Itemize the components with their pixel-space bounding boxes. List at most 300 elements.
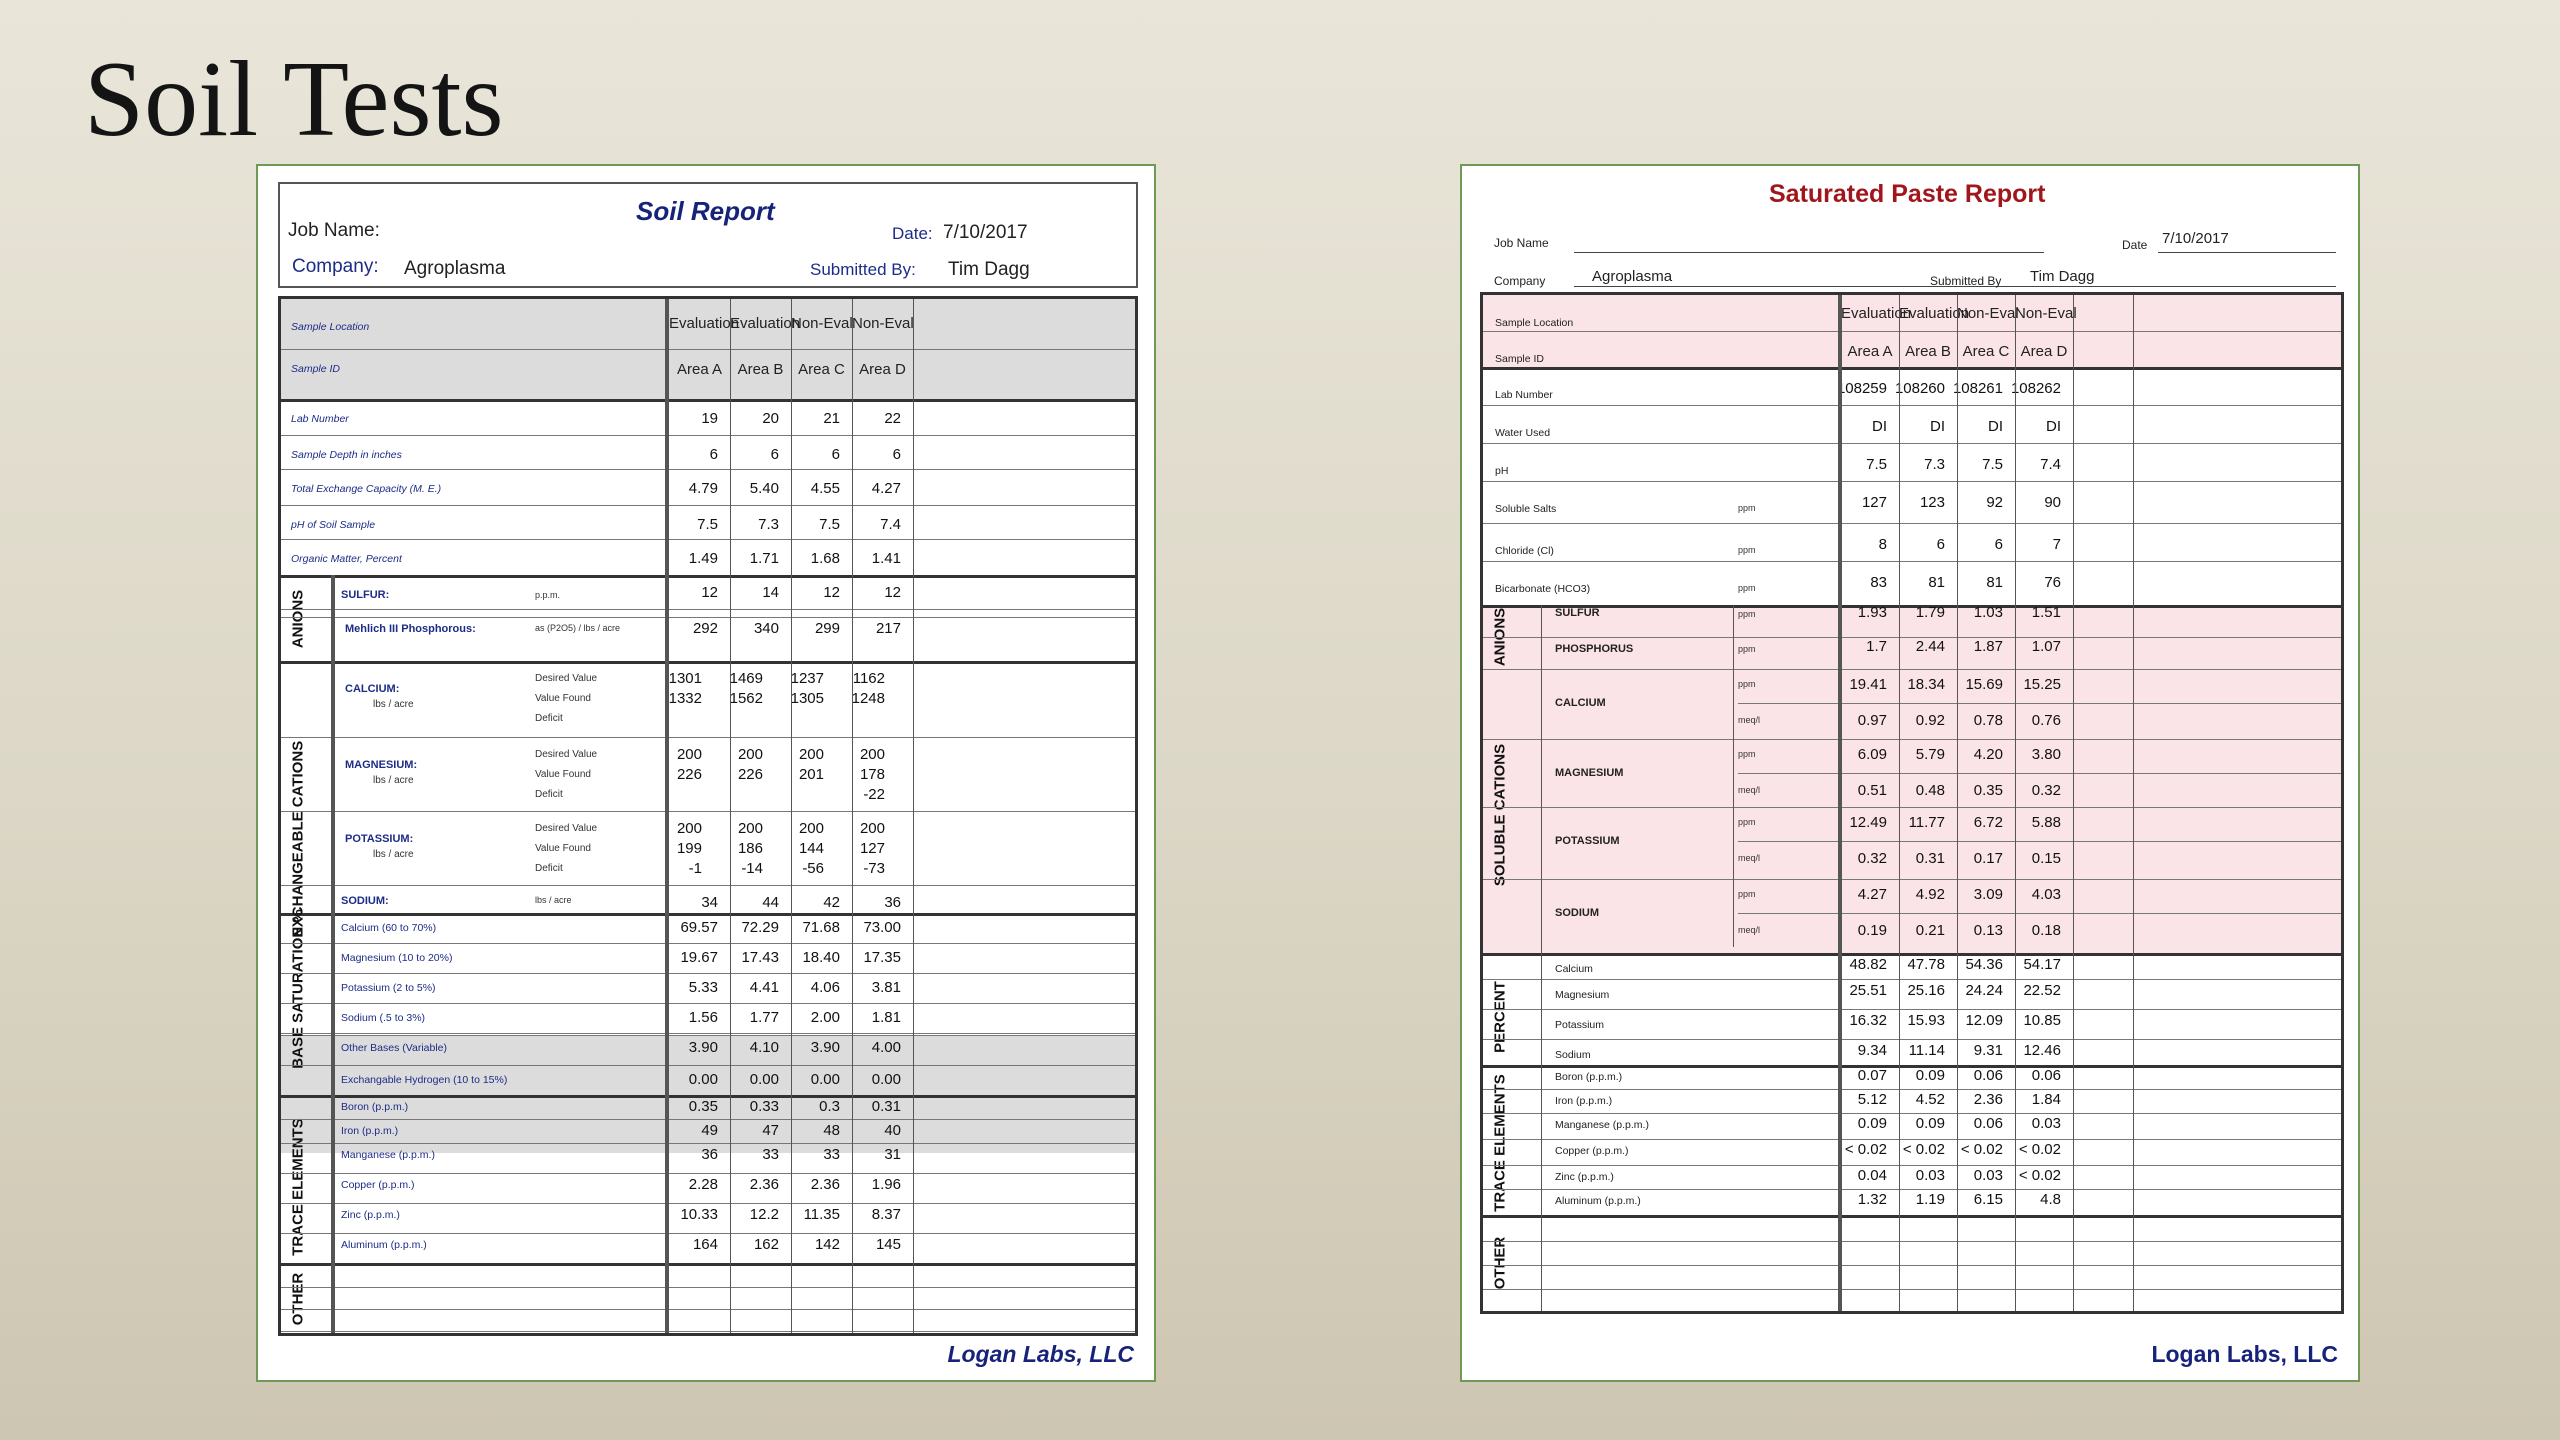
trace-element-label: Manganese (p.p.m.): [341, 1149, 435, 1161]
value-column-divider: [1957, 295, 1958, 1311]
value-cell: 69.57: [680, 919, 718, 936]
label-column-divider: [1838, 295, 1842, 1311]
value-cell: 4.06: [810, 979, 840, 996]
value-cell: 47: [762, 1122, 779, 1139]
cation-value: 3.09: [1973, 886, 2003, 903]
value-column-divider: [2133, 295, 2134, 1311]
anions-group-label: ANIONS: [289, 589, 307, 649]
value-cell: 0.07: [1857, 1067, 1887, 1084]
value-cell: 1.51: [2031, 604, 2061, 621]
value-cell: 6: [892, 446, 901, 463]
sodium-unit: lbs / acre: [535, 895, 572, 905]
value-cell: 0.04: [1857, 1167, 1887, 1184]
anion-unit: ppm: [1738, 609, 1756, 619]
unit-column-divider: [1733, 605, 1734, 947]
value-cell: 8.37: [871, 1206, 901, 1223]
cation-sublabel: Deficit: [535, 863, 563, 874]
cation-value: 15.25: [2023, 676, 2061, 693]
paste-submitted-by-label: Submitted By: [1930, 274, 2002, 288]
cation-value: 226: [676, 766, 702, 783]
cation-value: 0.21: [1915, 922, 1945, 939]
column-id-header: Area B: [1905, 343, 1951, 360]
general-row-label: Sample Depth in inches: [291, 449, 402, 461]
paste-date-line: [2158, 252, 2336, 253]
column-id-header: Area C: [1962, 343, 2010, 360]
cation-label: CALCIUM: [1555, 697, 1606, 709]
value-cell: 2.36: [810, 1176, 840, 1193]
value-cell: 2.44: [1915, 638, 1945, 655]
value-cell: 31: [884, 1146, 901, 1163]
cation-subrow-line: [1738, 841, 2341, 842]
column-location-header: Non-Eval: [852, 315, 914, 332]
base-saturation-label: Sodium (.5 to 3%): [341, 1012, 426, 1024]
value-cell: < 0.02: [1844, 1141, 1887, 1158]
base-saturation-label: Exchangable Hydrogen (10 to 15%): [341, 1074, 508, 1086]
percent-label: Potassium: [1555, 1019, 1605, 1031]
table-row-line: [1483, 879, 2341, 880]
base-saturation-group-label: BASE SATURATION %: [289, 909, 307, 1069]
cation-value: 201: [798, 766, 824, 783]
general-row-label: Soluble Salts: [1495, 503, 1557, 515]
cation-value: 186: [737, 840, 763, 857]
cation-value: 0.32: [1857, 850, 1887, 867]
value-cell: 0.03: [2031, 1115, 2061, 1132]
value-cell: 0.00: [688, 1071, 718, 1088]
cation-sublabel: Value Found: [535, 769, 591, 780]
cation-value: -22: [863, 786, 885, 803]
value-cell: 25.16: [1907, 982, 1945, 999]
general-row-label: Total Exchange Capacity (M. E.): [291, 483, 442, 495]
value-column-divider: [2015, 295, 2016, 1311]
value-cell: 11.35: [803, 1206, 840, 1223]
cation-value: 0.48: [1915, 782, 1945, 799]
value-cell: 34: [701, 894, 718, 911]
table-row-line: [281, 1331, 1135, 1332]
value-cell: 1.41: [871, 550, 901, 567]
cation-value: 1305: [790, 690, 824, 707]
cation-label: MAGNESIUM:: [345, 759, 418, 771]
cation-sublabel: Deficit: [535, 789, 563, 800]
column-id-header: Area A: [1847, 343, 1893, 360]
group-column-divider: [1541, 605, 1542, 1311]
cation-value: -56: [802, 860, 824, 877]
value-cell: 49: [701, 1122, 718, 1139]
column-id-header: Area D: [2020, 343, 2068, 360]
value-cell: 22.52: [2023, 982, 2061, 999]
sample-location-label: Sample Location: [1495, 317, 1574, 329]
table-row-line: [281, 737, 1135, 738]
soil-report-footer: Logan Labs, LLC: [947, 1341, 1134, 1367]
anion-unit: as (P2O5) / lbs / acre: [535, 623, 621, 633]
cation-value: 0.15: [2031, 850, 2061, 867]
value-cell: 4.00: [871, 1039, 901, 1056]
trace-element-label: Iron (p.p.m.): [1555, 1095, 1613, 1107]
anion-label: SULFUR: [1555, 607, 1600, 619]
table-row-line: [1483, 807, 2341, 808]
anion-label: PHOSPHORUS: [1555, 643, 1634, 655]
cation-value: 4.27: [1857, 886, 1887, 903]
table-row-line: [1483, 1215, 2341, 1218]
table-row-line: [281, 1173, 1135, 1174]
column-id-header: Area D: [859, 361, 906, 378]
table-row-line: [1483, 637, 2341, 638]
value-cell: 0.09: [1915, 1115, 1945, 1132]
label-column-divider: [665, 299, 669, 1333]
value-cell: 6: [831, 446, 840, 463]
general-row-label: pH: [1495, 465, 1509, 477]
cation-value: 200: [859, 746, 885, 763]
value-column-divider: [913, 299, 914, 1333]
cation-value: 200: [798, 746, 824, 763]
cation-value: 3.80: [2031, 746, 2061, 763]
value-cell: 0.3: [819, 1098, 840, 1115]
cation-value: 1301: [668, 670, 702, 687]
value-cell: 12: [823, 584, 840, 601]
value-cell: 7.5: [1982, 456, 2003, 473]
general-row-label: pH of Soil Sample: [291, 519, 376, 531]
cation-value: 0.13: [1973, 922, 2003, 939]
cation-subrow-line: [1738, 703, 2341, 704]
cation-value: 4.20: [1973, 746, 2003, 763]
value-cell: DI: [2046, 418, 2061, 435]
value-cell: 108262: [2010, 380, 2061, 397]
cations-group-label: EXCHANGEABLE CATIONS: [289, 740, 307, 938]
column-id-header: Area A: [676, 361, 723, 378]
anions-group-label: ANIONS: [1491, 607, 1509, 667]
table-row-line: [281, 1143, 1135, 1144]
value-cell: 4.10: [749, 1039, 779, 1056]
value-cell: 17.43: [741, 949, 779, 966]
cation-sublabel: Value Found: [535, 843, 591, 854]
cation-value: 15.69: [1965, 676, 2003, 693]
value-cell: 19.67: [680, 949, 718, 966]
trace-elements-group-label: TRACE ELEMENTS: [1491, 1074, 1509, 1212]
company-value: Agroplasma: [404, 258, 506, 279]
value-cell: 7.3: [1924, 456, 1945, 473]
group-column-divider: [331, 575, 335, 1333]
cation-value: 0.92: [1915, 712, 1945, 729]
value-cell: 4.41: [749, 979, 779, 996]
value-cell: 1.03: [1973, 604, 2003, 621]
value-cell: 1.71: [749, 550, 779, 567]
trace-element-label: Aluminum (p.p.m.): [341, 1239, 427, 1251]
value-cell: 12.09: [1965, 1012, 2003, 1029]
cation-value: 0.32: [2031, 782, 2061, 799]
value-cell: 48: [823, 1122, 840, 1139]
cation-value: 0.76: [2031, 712, 2061, 729]
table-row-line: [1483, 1165, 2341, 1166]
value-cell: 42: [823, 894, 840, 911]
value-cell: DI: [1988, 418, 2003, 435]
cation-unit: meq/l: [1738, 925, 1761, 935]
value-cell: 48.82: [1849, 956, 1887, 973]
cation-unit: meq/l: [1738, 785, 1761, 795]
table-row-line: [281, 469, 1135, 470]
value-cell: 7.5: [697, 516, 718, 533]
cation-value: 12.49: [1849, 814, 1887, 831]
value-column-divider: [2073, 295, 2074, 1311]
cation-value: 200: [676, 820, 702, 837]
paste-submitted-by-value: Tim Dagg: [2030, 268, 2095, 285]
value-cell: 108260: [1894, 380, 1945, 397]
value-cell: 22: [884, 410, 901, 427]
paste-date-value: 7/10/2017: [2162, 230, 2229, 247]
value-cell: 217: [875, 620, 901, 637]
paste-report-footer: Logan Labs, LLC: [2151, 1341, 2338, 1367]
paste-date-label: Date: [2122, 238, 2148, 252]
value-cell: 20: [762, 410, 779, 427]
table-row-line: [281, 539, 1135, 540]
general-row-label: Lab Number: [1495, 389, 1553, 401]
cation-value: 226: [737, 766, 763, 783]
table-row-line: [1483, 1089, 2341, 1090]
trace-element-label: Boron (p.p.m.): [1555, 1071, 1623, 1083]
table-row-line: [281, 399, 1135, 402]
anion-unit: ppm: [1738, 644, 1756, 654]
value-cell: 7.4: [880, 516, 901, 533]
cation-value: 0.19: [1857, 922, 1887, 939]
general-row-label: Bicarbonate (HCO3): [1495, 583, 1591, 595]
table-row-line: [1483, 367, 2341, 370]
cation-unit: meq/l: [1738, 715, 1761, 725]
cation-value: 11.77: [1908, 814, 1945, 831]
cation-value: 1162: [852, 670, 885, 687]
value-cell: 2.28: [688, 1176, 718, 1193]
value-cell: 6: [1936, 536, 1945, 553]
value-column-divider: [791, 299, 792, 1333]
table-row-line: [281, 1119, 1135, 1120]
value-cell: 4.27: [871, 480, 901, 497]
table-row-line: [1483, 443, 2341, 444]
table-row-line: [281, 1203, 1135, 1204]
cation-value: -73: [863, 860, 885, 877]
table-row-line: [281, 1065, 1135, 1066]
value-cell: 3.81: [871, 979, 901, 996]
cation-unit: meq/l: [1738, 853, 1761, 863]
column-location-header: Non-Eval: [791, 315, 853, 332]
trace-element-label: Manganese (p.p.m.): [1555, 1119, 1649, 1131]
value-cell: 1.07: [2031, 638, 2061, 655]
table-row-line: [281, 1233, 1135, 1234]
cation-label: POTASSIUM:: [345, 833, 414, 845]
value-cell: 44: [762, 894, 779, 911]
cation-value: 0.31: [1915, 850, 1945, 867]
value-cell: 162: [753, 1236, 779, 1253]
column-location-header: Evaluation: [669, 315, 740, 332]
value-cell: 127: [1861, 494, 1887, 511]
trace-element-label: Boron (p.p.m.): [341, 1101, 409, 1113]
value-cell: 6: [1994, 536, 2003, 553]
table-row-line: [281, 885, 1135, 886]
value-cell: 292: [692, 620, 718, 637]
table-row-line: [1483, 739, 2341, 740]
value-cell: 10.33: [680, 1206, 718, 1223]
value-cell: 1.19: [1915, 1191, 1945, 1208]
company-label: Company:: [292, 256, 379, 277]
paste-job-name-line: [1574, 252, 2044, 253]
value-cell: 5.12: [1857, 1091, 1887, 1108]
value-cell: 71.68: [802, 919, 840, 936]
value-cell: 145: [875, 1236, 901, 1253]
value-cell: 11.14: [1908, 1042, 1945, 1059]
value-cell: DI: [1930, 418, 1945, 435]
value-cell: 1.68: [810, 550, 840, 567]
anion-label: SULFUR:: [341, 589, 390, 601]
trace-element-label: Zinc (p.p.m.): [1555, 1171, 1614, 1183]
value-cell: 0.09: [1915, 1067, 1945, 1084]
cation-value: 199: [676, 840, 702, 857]
value-cell: 0.06: [1973, 1115, 2003, 1132]
value-cell: 4.55: [810, 480, 840, 497]
date-label: Date:: [892, 224, 933, 243]
value-cell: 73.00: [863, 919, 901, 936]
value-cell: 24.24: [1965, 982, 2003, 999]
cation-value: -14: [741, 860, 763, 877]
value-cell: 7.3: [758, 516, 779, 533]
value-column-divider: [1899, 295, 1900, 1311]
sample-id-label: Sample ID: [291, 363, 341, 375]
saturated-paste-table: [1480, 292, 2344, 1314]
table-row-line: [281, 1287, 1135, 1288]
trace-element-label: Aluminum (p.p.m.): [1555, 1195, 1641, 1207]
column-location-header: Non-Eval: [2015, 305, 2077, 322]
table-row-line: [281, 1003, 1135, 1004]
value-cell: 0.33: [749, 1098, 779, 1115]
table-row-line: [281, 1263, 1135, 1266]
value-cell: 33: [823, 1146, 840, 1163]
table-row-line: [281, 435, 1135, 436]
table-row-line: [1483, 481, 2341, 482]
cation-value: 5.79: [1915, 746, 1945, 763]
trace-element-label: Zinc (p.p.m.): [341, 1209, 400, 1221]
cation-value: 6.09: [1857, 746, 1887, 763]
cation-unit: ppm: [1738, 749, 1756, 759]
cations-group-label: SOLUBLE CATIONS: [1491, 743, 1509, 887]
cation-value: 1332: [668, 690, 702, 707]
cation-value: 178: [859, 766, 885, 783]
value-cell: 2.00: [810, 1009, 840, 1026]
anion-unit: p.p.m.: [535, 590, 561, 600]
value-cell: 7.5: [819, 516, 840, 533]
percent-group-label: PERCENT: [1491, 981, 1509, 1053]
cation-sublabel: Desired Value: [535, 823, 598, 834]
percent-label: Calcium: [1555, 963, 1593, 975]
value-cell: < 0.02: [2018, 1167, 2061, 1184]
value-cell: 2.36: [749, 1176, 779, 1193]
table-row-line: [1483, 605, 2341, 608]
lbs-acre-label: lbs / acre: [373, 849, 414, 860]
table-row-line: [281, 661, 1135, 664]
general-row-label: Organic Matter, Percent: [291, 553, 402, 565]
cation-value: 0.51: [1857, 782, 1887, 799]
cation-value: 4.03: [2031, 886, 2061, 903]
cation-unit: ppm: [1738, 679, 1756, 689]
general-row-unit: ppm: [1738, 545, 1756, 555]
value-cell: 4.79: [688, 480, 718, 497]
value-cell: 21: [823, 410, 840, 427]
cation-label: POTASSIUM: [1555, 835, 1620, 847]
cation-value: 1237: [790, 670, 824, 687]
table-row-line: [1483, 405, 2341, 406]
value-cell: 72.29: [741, 919, 779, 936]
value-cell: 17.35: [863, 949, 901, 966]
value-cell: 76: [2044, 574, 2061, 591]
value-cell: 12.46: [2023, 1042, 2061, 1059]
cation-value: 144: [798, 840, 824, 857]
submitted-by-label: Submitted By:: [810, 260, 916, 279]
paste-report-title: Saturated Paste Report: [1769, 180, 2046, 208]
value-cell: 18.40: [802, 949, 840, 966]
submitted-by-value: Tim Dagg: [948, 259, 1030, 280]
value-cell: 36: [701, 1146, 718, 1163]
value-cell: 142: [814, 1236, 840, 1253]
value-cell: 25.51: [1849, 982, 1887, 999]
value-cell: 1.49: [688, 550, 718, 567]
job-name-label: Job Name:: [288, 220, 380, 241]
value-cell: 0.31: [871, 1098, 901, 1115]
value-cell: 6: [709, 446, 718, 463]
trace-elements-group-label: TRACE ELEMENTS: [289, 1118, 307, 1256]
value-cell: 123: [1919, 494, 1945, 511]
value-column-divider: [852, 299, 853, 1333]
column-id-header: Area B: [737, 361, 784, 378]
table-row-line: [1483, 1039, 2341, 1040]
column-location-header: Non-Eval: [1957, 305, 2019, 322]
cation-sublabel: Desired Value: [535, 749, 598, 760]
value-cell: 1.77: [749, 1009, 779, 1026]
table-row-line: [1483, 1065, 2341, 1068]
cation-value: 0.78: [1973, 712, 2003, 729]
value-cell: 2.36: [1973, 1091, 2003, 1108]
value-cell: 10.85: [2023, 1012, 2061, 1029]
value-cell: 1.93: [1857, 604, 1887, 621]
value-cell: 1.87: [1973, 638, 2003, 655]
value-cell: 0.00: [871, 1071, 901, 1088]
cation-subrow-line: [1738, 913, 2341, 914]
trace-element-label: Copper (p.p.m.): [341, 1179, 415, 1191]
value-cell: 7.5: [1866, 456, 1887, 473]
table-row-line: [281, 943, 1135, 944]
value-cell: 6.15: [1973, 1191, 2003, 1208]
value-cell: 81: [1928, 574, 1945, 591]
table-row-line: [1483, 523, 2341, 524]
value-cell: 7: [2052, 536, 2061, 553]
value-cell: 92: [1986, 494, 2003, 511]
value-cell: 16.32: [1849, 1012, 1887, 1029]
sample-location-label: Sample Location: [291, 321, 370, 333]
general-row-label: Chloride (Cl): [1495, 545, 1554, 557]
value-cell: 4.8: [2040, 1191, 2061, 1208]
soil-report-title: Soil Report: [636, 196, 775, 226]
value-cell: 4.52: [1915, 1091, 1945, 1108]
table-row-line: [281, 973, 1135, 974]
sodium-label: SODIUM:: [341, 895, 389, 907]
value-cell: 36: [884, 894, 901, 911]
cation-value: 1562: [729, 690, 763, 707]
value-cell: 1.84: [2031, 1091, 2061, 1108]
general-row-label: Water Used: [1495, 427, 1551, 439]
cation-value: -1: [688, 860, 702, 877]
cation-sublabel: Deficit: [535, 713, 563, 724]
cation-label: MAGNESIUM: [1555, 767, 1624, 779]
cation-value: 18.34: [1907, 676, 1945, 693]
value-cell: 0.06: [1973, 1067, 2003, 1084]
value-cell: 6: [770, 446, 779, 463]
slide-title: Soil Tests: [84, 40, 504, 159]
column-id-header: Area C: [798, 361, 845, 378]
other-group-label: OTHER: [289, 1272, 307, 1326]
value-cell: 340: [753, 620, 779, 637]
